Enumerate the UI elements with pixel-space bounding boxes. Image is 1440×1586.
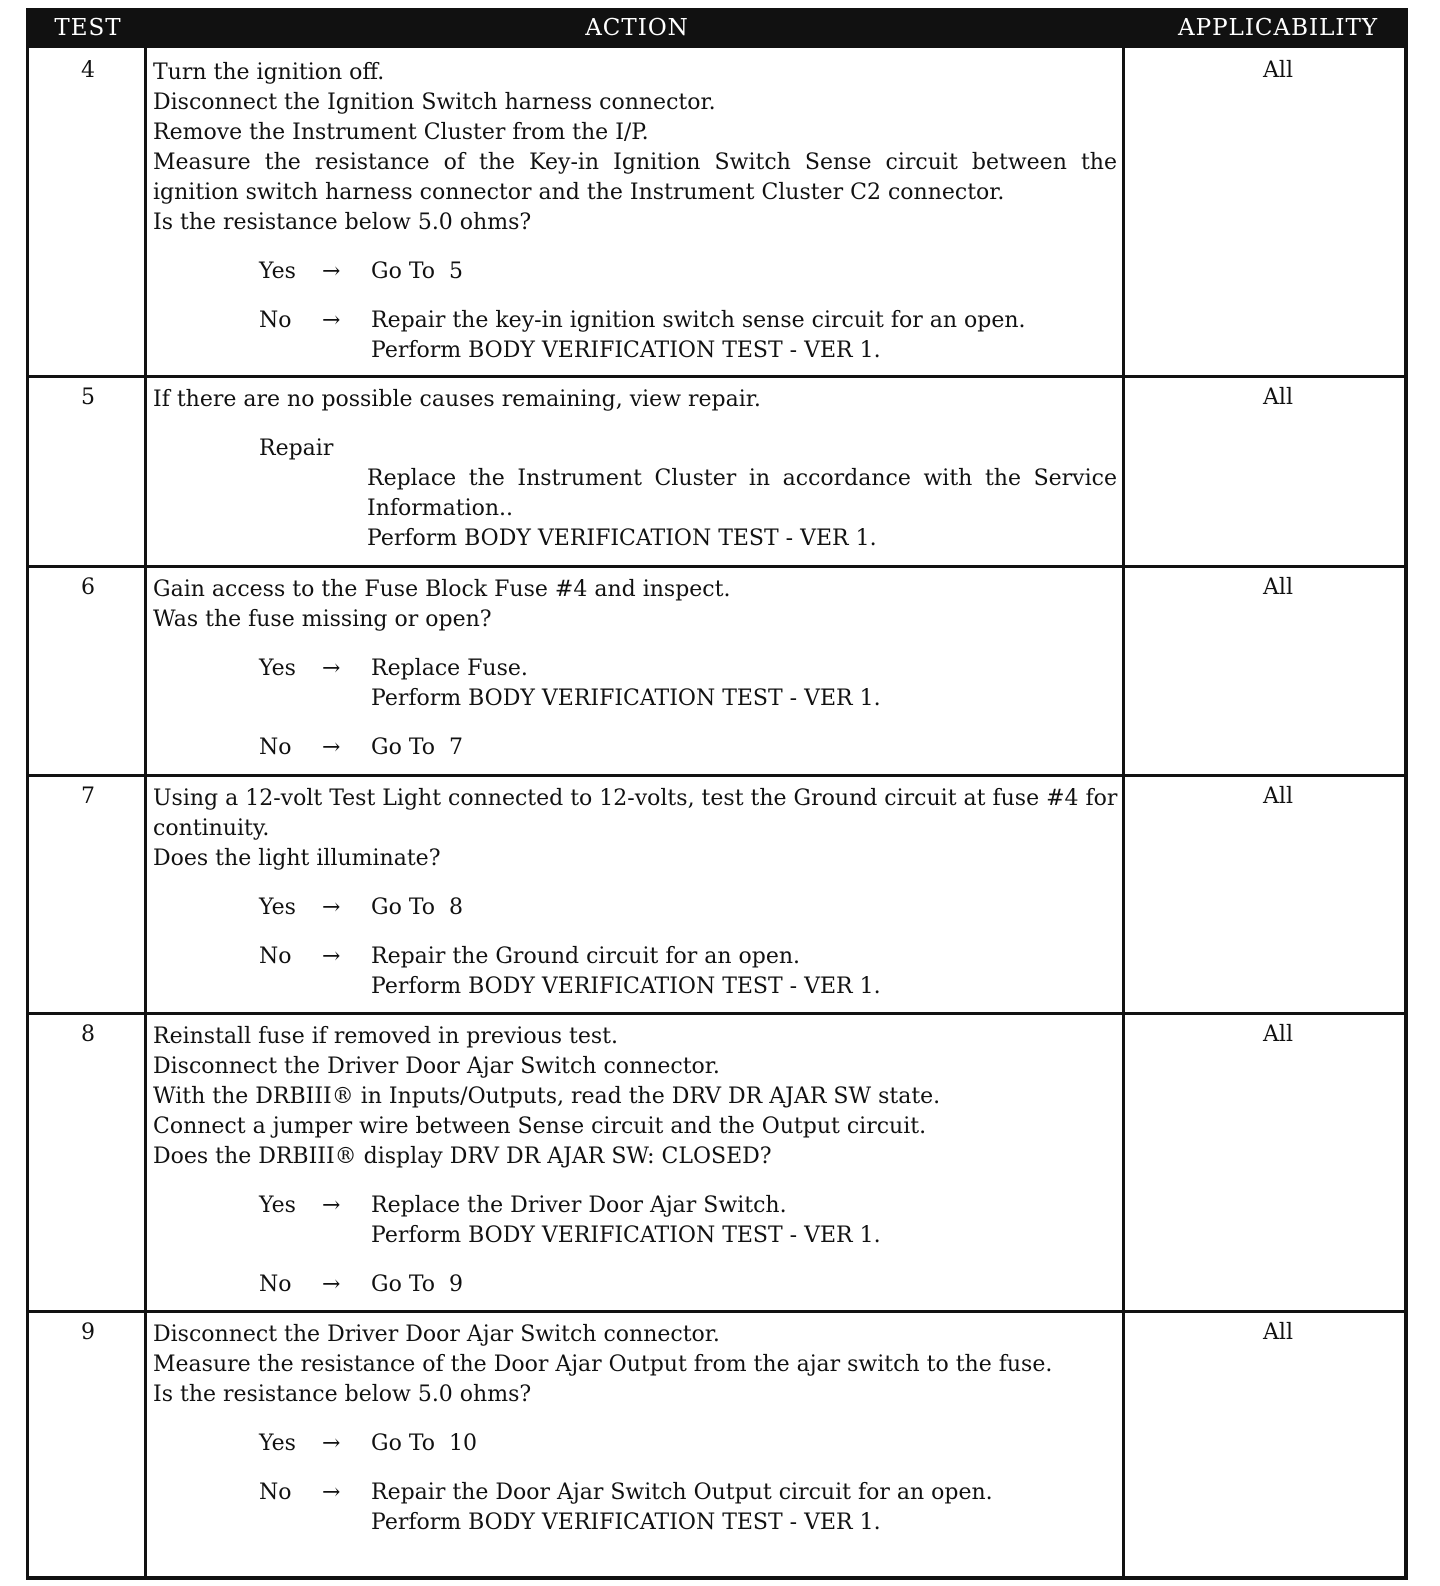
arrow-right-icon: → xyxy=(322,735,341,760)
test-number: 4 xyxy=(81,58,95,83)
test-number: 5 xyxy=(81,385,95,410)
arrow-right-icon: → xyxy=(322,895,341,920)
action-text xyxy=(153,784,1263,1002)
action-line: Gain access to the Fuse Block Fuse #4 and inspect. xyxy=(153,577,731,602)
branch-label: No xyxy=(259,1272,292,1297)
branch-label: No xyxy=(259,735,292,760)
header-action: ACTION xyxy=(585,15,689,41)
branch-label: No xyxy=(259,1480,292,1505)
branch-result: Go To 7 xyxy=(371,735,464,760)
action-line: Is the resistance below 5.0 ohms? xyxy=(153,210,532,235)
arrow-right-icon: → xyxy=(322,308,341,333)
table-row xyxy=(29,1012,1404,1313)
applicability-value: All xyxy=(1263,575,1293,600)
repair-line: Replace the Instrument Cluster in accordance with the Service xyxy=(367,466,1117,491)
action-line: Does the light illuminate? xyxy=(153,846,441,871)
action-text xyxy=(153,1320,1263,1538)
branch-result: Repair the Door Ajar Switch Output circuit for an open. xyxy=(371,1480,993,1505)
branch-label: No xyxy=(259,944,292,969)
action-text xyxy=(153,575,1263,763)
branch-label: Yes xyxy=(259,1193,296,1218)
branch-result: Replace Fuse. xyxy=(371,656,528,681)
header-test: TEST xyxy=(54,15,122,41)
action-line: Turn the ignition off. xyxy=(153,60,385,85)
branch-result: Perform BODY VERIFICATION TEST - VER 1. xyxy=(371,338,881,363)
branch-result: Go To 9 xyxy=(371,1272,464,1297)
branch-no xyxy=(153,306,1263,366)
action-line: ignition switch harness connector and the Instrument Cluster C2 connector. xyxy=(153,180,1005,205)
action-line: Measure the resistance of the Key-in Ignition Switch Sense circuit between the xyxy=(153,150,1117,175)
action-line: continuity. xyxy=(153,816,270,841)
branch-label: Yes xyxy=(259,656,296,681)
applicability-value: All xyxy=(1263,1022,1293,1047)
branch-label: Yes xyxy=(259,259,296,284)
action-line: If there are no possible causes remaining, view repair. xyxy=(153,387,761,412)
action-line: Using a 12-volt Test Light connected to 12-volts, test the Ground circuit at fuse #4 for xyxy=(153,786,1118,811)
action-line: Disconnect the Driver Door Ajar Switch connector. xyxy=(153,1322,720,1347)
action-text xyxy=(153,1022,1263,1300)
branch-label: Yes xyxy=(259,895,296,920)
branch-no xyxy=(153,1478,1263,1538)
applicability-value: All xyxy=(1263,58,1293,83)
action-line: Remove the Instrument Cluster from the I/P. xyxy=(153,120,649,145)
action-text xyxy=(153,58,1263,366)
arrow-right-icon: → xyxy=(322,944,341,969)
branch-result: Replace the Driver Door Ajar Switch. xyxy=(371,1193,787,1218)
branch-label: Yes xyxy=(259,1431,296,1456)
action-line: Reinstall fuse if removed in previous test. xyxy=(153,1024,619,1049)
applicability-value: All xyxy=(1263,1320,1293,1345)
branch-result: Go To 8 xyxy=(371,895,464,920)
table-row xyxy=(29,565,1404,777)
table-row xyxy=(29,48,1404,378)
branch-yes xyxy=(153,1429,1263,1459)
applicability-value: All xyxy=(1263,784,1293,809)
branch-result: Repair the Ground circuit for an open. xyxy=(371,944,801,969)
action-line: Disconnect the Ignition Switch harness connector. xyxy=(153,90,716,115)
arrow-right-icon: → xyxy=(322,656,341,681)
header-applicability: APPLICABILITY xyxy=(1178,15,1378,41)
branch-no xyxy=(153,733,1263,763)
diagnostic-table xyxy=(26,8,1408,1580)
arrow-right-icon: → xyxy=(322,259,341,284)
branch-result: Go To 5 xyxy=(371,259,464,284)
table-row xyxy=(29,774,1404,1015)
test-number: 8 xyxy=(81,1022,95,1047)
branch-no xyxy=(153,942,1263,1002)
action-line: Disconnect the Driver Door Ajar Switch connector. xyxy=(153,1054,720,1079)
branch-yes xyxy=(153,654,1263,714)
table-header xyxy=(29,8,1404,48)
action-text xyxy=(153,385,1263,554)
test-number: 9 xyxy=(81,1320,95,1345)
action-line: Was the fuse missing or open? xyxy=(153,607,492,632)
table-row xyxy=(29,375,1404,568)
action-line: Is the resistance below 5.0 ohms? xyxy=(153,1382,532,1407)
branch-no xyxy=(153,1270,1263,1300)
test-number: 7 xyxy=(81,784,95,809)
arrow-right-icon: → xyxy=(322,1272,341,1297)
branch-yes xyxy=(153,893,1263,923)
repair-line: Information.. xyxy=(367,496,514,521)
branch-yes xyxy=(153,257,1263,287)
repair-label: Repair xyxy=(259,436,334,461)
applicability-value: All xyxy=(1263,385,1293,410)
repair-instructions xyxy=(367,464,1117,554)
action-line: Does the DRBIII® display DRV DR AJAR SW: CLOSED? xyxy=(153,1144,772,1169)
branch-result: Repair the key-in ignition switch sense circuit for an open. xyxy=(371,308,1026,333)
arrow-right-icon: → xyxy=(322,1193,341,1218)
action-line: Measure the resistance of the Door Ajar Output from the ajar switch to the fuse. xyxy=(153,1352,1053,1377)
action-line: With the DRBIII® in Inputs/Outputs, read the DRV DR AJAR SW state. xyxy=(153,1084,941,1109)
table-row xyxy=(29,1310,1404,1576)
arrow-right-icon: → xyxy=(322,1480,341,1505)
branch-result: Go To 10 xyxy=(371,1431,478,1456)
repair-line: Perform BODY VERIFICATION TEST - VER 1. xyxy=(367,526,877,551)
branch-label: No xyxy=(259,308,292,333)
branch-result: Perform BODY VERIFICATION TEST - VER 1. xyxy=(371,1510,881,1535)
arrow-right-icon: → xyxy=(322,1431,341,1456)
branch-result: Perform BODY VERIFICATION TEST - VER 1. xyxy=(371,1223,881,1248)
test-number: 6 xyxy=(81,575,95,600)
branch-yes xyxy=(153,1191,1263,1251)
branch-result: Perform BODY VERIFICATION TEST - VER 1. xyxy=(371,974,881,999)
action-line: Connect a jumper wire between Sense circuit and the Output circuit. xyxy=(153,1114,927,1139)
branch-result: Perform BODY VERIFICATION TEST - VER 1. xyxy=(371,686,881,711)
